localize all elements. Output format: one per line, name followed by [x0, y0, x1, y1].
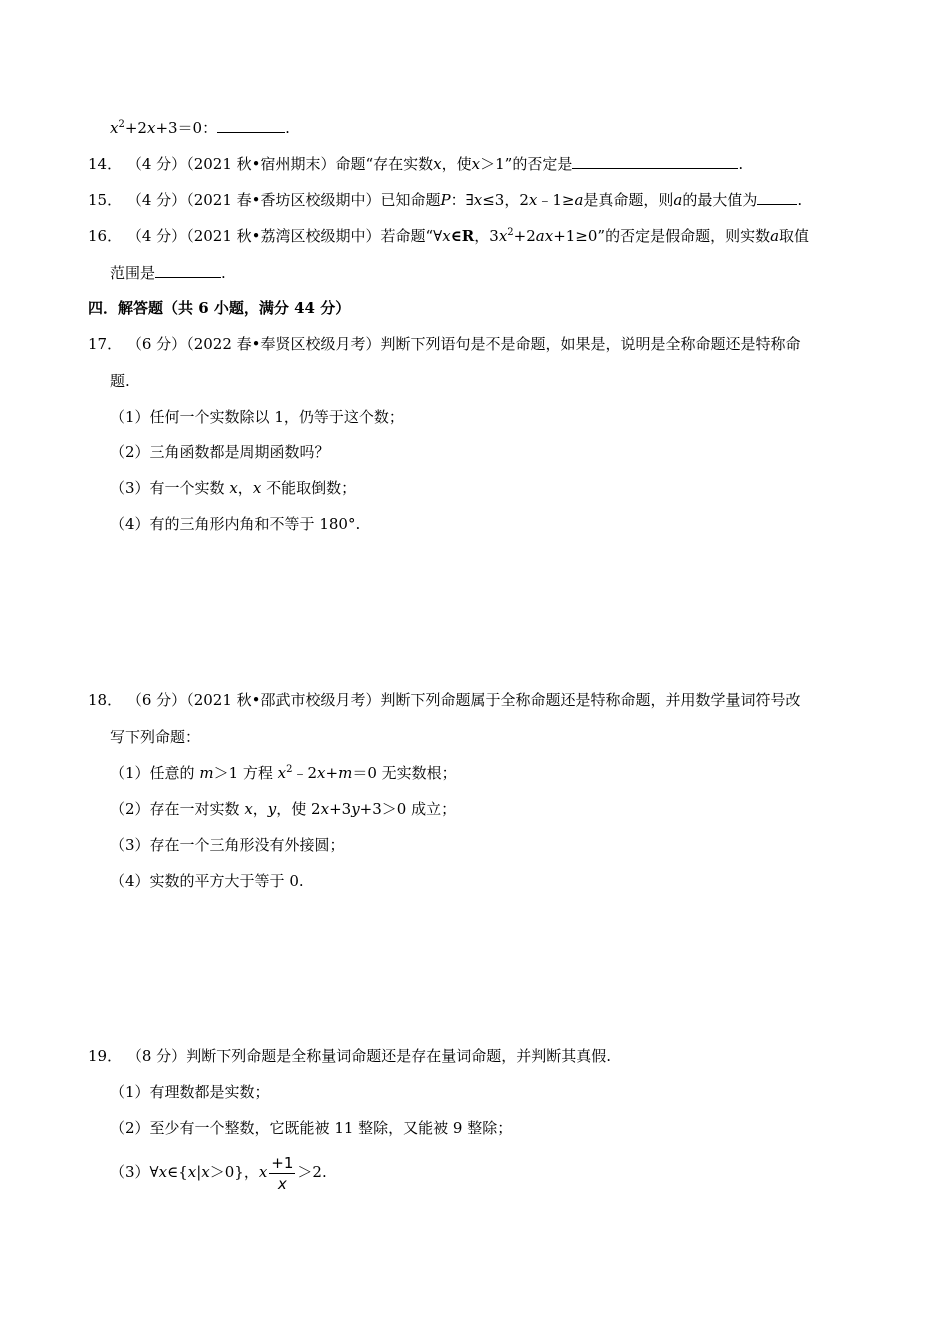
q19-item-2: （2）至少有一个整数，它既能被 11 整除，又能被 9 整除； [110, 1119, 513, 1137]
period: . [285, 119, 290, 137]
answer-blank[interactable] [217, 118, 285, 133]
question-16 [88, 226, 809, 246]
question-number: 17． [88, 335, 123, 353]
text: ∈ [450, 227, 462, 245]
text: +3＝0： [155, 119, 218, 137]
var-x: x [471, 155, 481, 173]
question-text: 判断下列命题是全称量词命题还是存在量词命题，并判断其真假. [186, 1047, 611, 1065]
fraction-denominator: x [277, 1174, 287, 1193]
question-score: （8 分） [126, 1047, 187, 1065]
question-17-continuation: 题. [110, 372, 130, 390]
q19-item-1: （1）有理数都是实数； [110, 1083, 270, 1101]
question-text: 判断下列命题属于全称命题还是特称命题，并用数学量词符号改 [380, 691, 801, 709]
text: +2 [513, 227, 536, 245]
var-x: x [158, 1163, 168, 1181]
question-source: （2021 秋•宿州期末） [186, 155, 336, 173]
q17-item-2: （2）三角函数都是周期函数吗？ [110, 443, 330, 461]
text: ﹣2 [292, 764, 318, 782]
question-19 [88, 1046, 611, 1066]
question-number: 14． [88, 155, 123, 173]
question-number: 16． [88, 227, 123, 245]
var-x: x [258, 1163, 268, 1181]
question-source: （2022 春•奉贤区校级月考） [186, 335, 381, 353]
question-source: （2021 秋•邵武市校级月考） [186, 691, 381, 709]
var-x: x [252, 479, 262, 497]
text: ：∃ [450, 191, 474, 209]
text: ， [237, 479, 253, 497]
var-m: m [199, 764, 214, 782]
text: （3）有一个实数 [110, 479, 225, 497]
var-p: P [440, 191, 451, 209]
set-r: R [461, 227, 475, 245]
text: +2 [124, 119, 147, 137]
var-x: x [473, 191, 483, 209]
text: +3＞0 成立； [359, 800, 457, 818]
text: 不能取倒数； [266, 479, 357, 497]
question-source: （2021 春•香坊区校级期中） [186, 191, 381, 209]
exponent: 2 [507, 227, 514, 238]
var-a: a [574, 191, 584, 209]
var-x: x [146, 119, 156, 137]
q18-item-1 [110, 763, 457, 783]
text: ， [252, 800, 268, 818]
var-x: x [320, 800, 330, 818]
question-15 [88, 190, 802, 210]
text: ﹣1≥ [537, 191, 575, 209]
answer-blank[interactable] [572, 154, 738, 169]
var-x: x [498, 227, 508, 245]
text: 取值 [779, 227, 810, 245]
period: . [738, 155, 744, 173]
text: 若命题“∀ [380, 227, 443, 245]
question-score: （4 分） [126, 191, 187, 209]
text: （1）任意的 [110, 764, 195, 782]
question-18 [88, 690, 801, 710]
q19-item-3 [110, 1152, 327, 1194]
var-x: x [277, 764, 287, 782]
text: （3）∀ [110, 1163, 159, 1181]
text: ＝0 无实数根； [352, 764, 457, 782]
fraction-numerator: +1 [271, 1153, 294, 1172]
var-y: y [267, 800, 277, 818]
text: 的最大值为 [682, 191, 758, 209]
exponent: 2 [118, 119, 125, 130]
text: + [325, 764, 339, 782]
question-17 [88, 334, 801, 354]
text: ，使 2 [276, 800, 321, 818]
question-14 [88, 154, 743, 174]
q18-item-2 [110, 799, 456, 819]
answer-blank[interactable] [155, 263, 221, 278]
text: 范围是 [110, 264, 156, 282]
var-y: y [351, 800, 360, 818]
text: ≤3，2 [482, 191, 529, 209]
question-score: （6 分） [126, 335, 187, 353]
q18-item-4: （4）实数的平方大于等于 0. [110, 872, 304, 890]
q17-item-1: （1）任何一个实数除以 1，仍等于这个数； [110, 408, 404, 426]
question-text: 判断下列语句是不是命题，如果是，说明是全称命题还是特称命 [380, 335, 801, 353]
var-ax: ax [535, 227, 554, 245]
question-number: 15． [88, 191, 123, 209]
question-source: （2021 秋•荔湾区校级期中） [186, 227, 381, 245]
question-16-continuation [110, 263, 226, 283]
text: ＞2. [297, 1163, 327, 1181]
var-m: m [338, 764, 353, 782]
var-a: a [770, 227, 780, 245]
var-x: x [110, 119, 119, 137]
var-x: x [244, 800, 253, 818]
text: | [196, 1163, 202, 1181]
text: 已知命题 [380, 191, 441, 209]
exponent: 2 [286, 764, 293, 775]
period: . [221, 264, 226, 282]
text: （2）存在一对实数 [110, 800, 245, 818]
text: ＞1”的否定是 [480, 155, 573, 173]
var-x: x [201, 1163, 210, 1181]
var-x: x [187, 1163, 197, 1181]
var-x: x [433, 155, 442, 173]
question-number: 18． [88, 691, 123, 709]
q18-item-3: （3）存在一个三角形没有外接圆； [110, 836, 345, 854]
question-score: （4 分） [126, 155, 187, 173]
text: ＞0}， [209, 1163, 259, 1181]
section-heading: 四．解答题（共 6 小题，满分 44 分） [88, 299, 351, 317]
var-x: x [442, 227, 451, 245]
text: ∈{ [167, 1163, 188, 1181]
var-x: x [229, 479, 238, 497]
q17-item-3 [110, 478, 356, 498]
question-score: （4 分） [126, 227, 187, 245]
question-score: （6 分） [126, 691, 187, 709]
text: ，使 [441, 155, 472, 173]
text: ＞1 方程 [213, 764, 273, 782]
text: ，3 [474, 227, 499, 245]
text: +3 [329, 800, 352, 818]
fraction [269, 1153, 295, 1194]
answer-blank[interactable] [757, 190, 797, 205]
var-a: a [673, 191, 683, 209]
q13-continuation [110, 118, 290, 138]
question-number: 19． [88, 1047, 123, 1065]
text: +1≥0”的否定是假命题，则实数 [553, 227, 771, 245]
question-18-continuation: 写下列命题： [110, 728, 201, 746]
text: 命题“存在实数 [335, 155, 434, 173]
var-x: x [528, 191, 538, 209]
var-x: x [317, 764, 326, 782]
q17-item-4: （4）有的三角形内角和不等于 180°. [110, 515, 361, 533]
text: 是真命题，则 [583, 191, 674, 209]
period: . [797, 191, 803, 209]
